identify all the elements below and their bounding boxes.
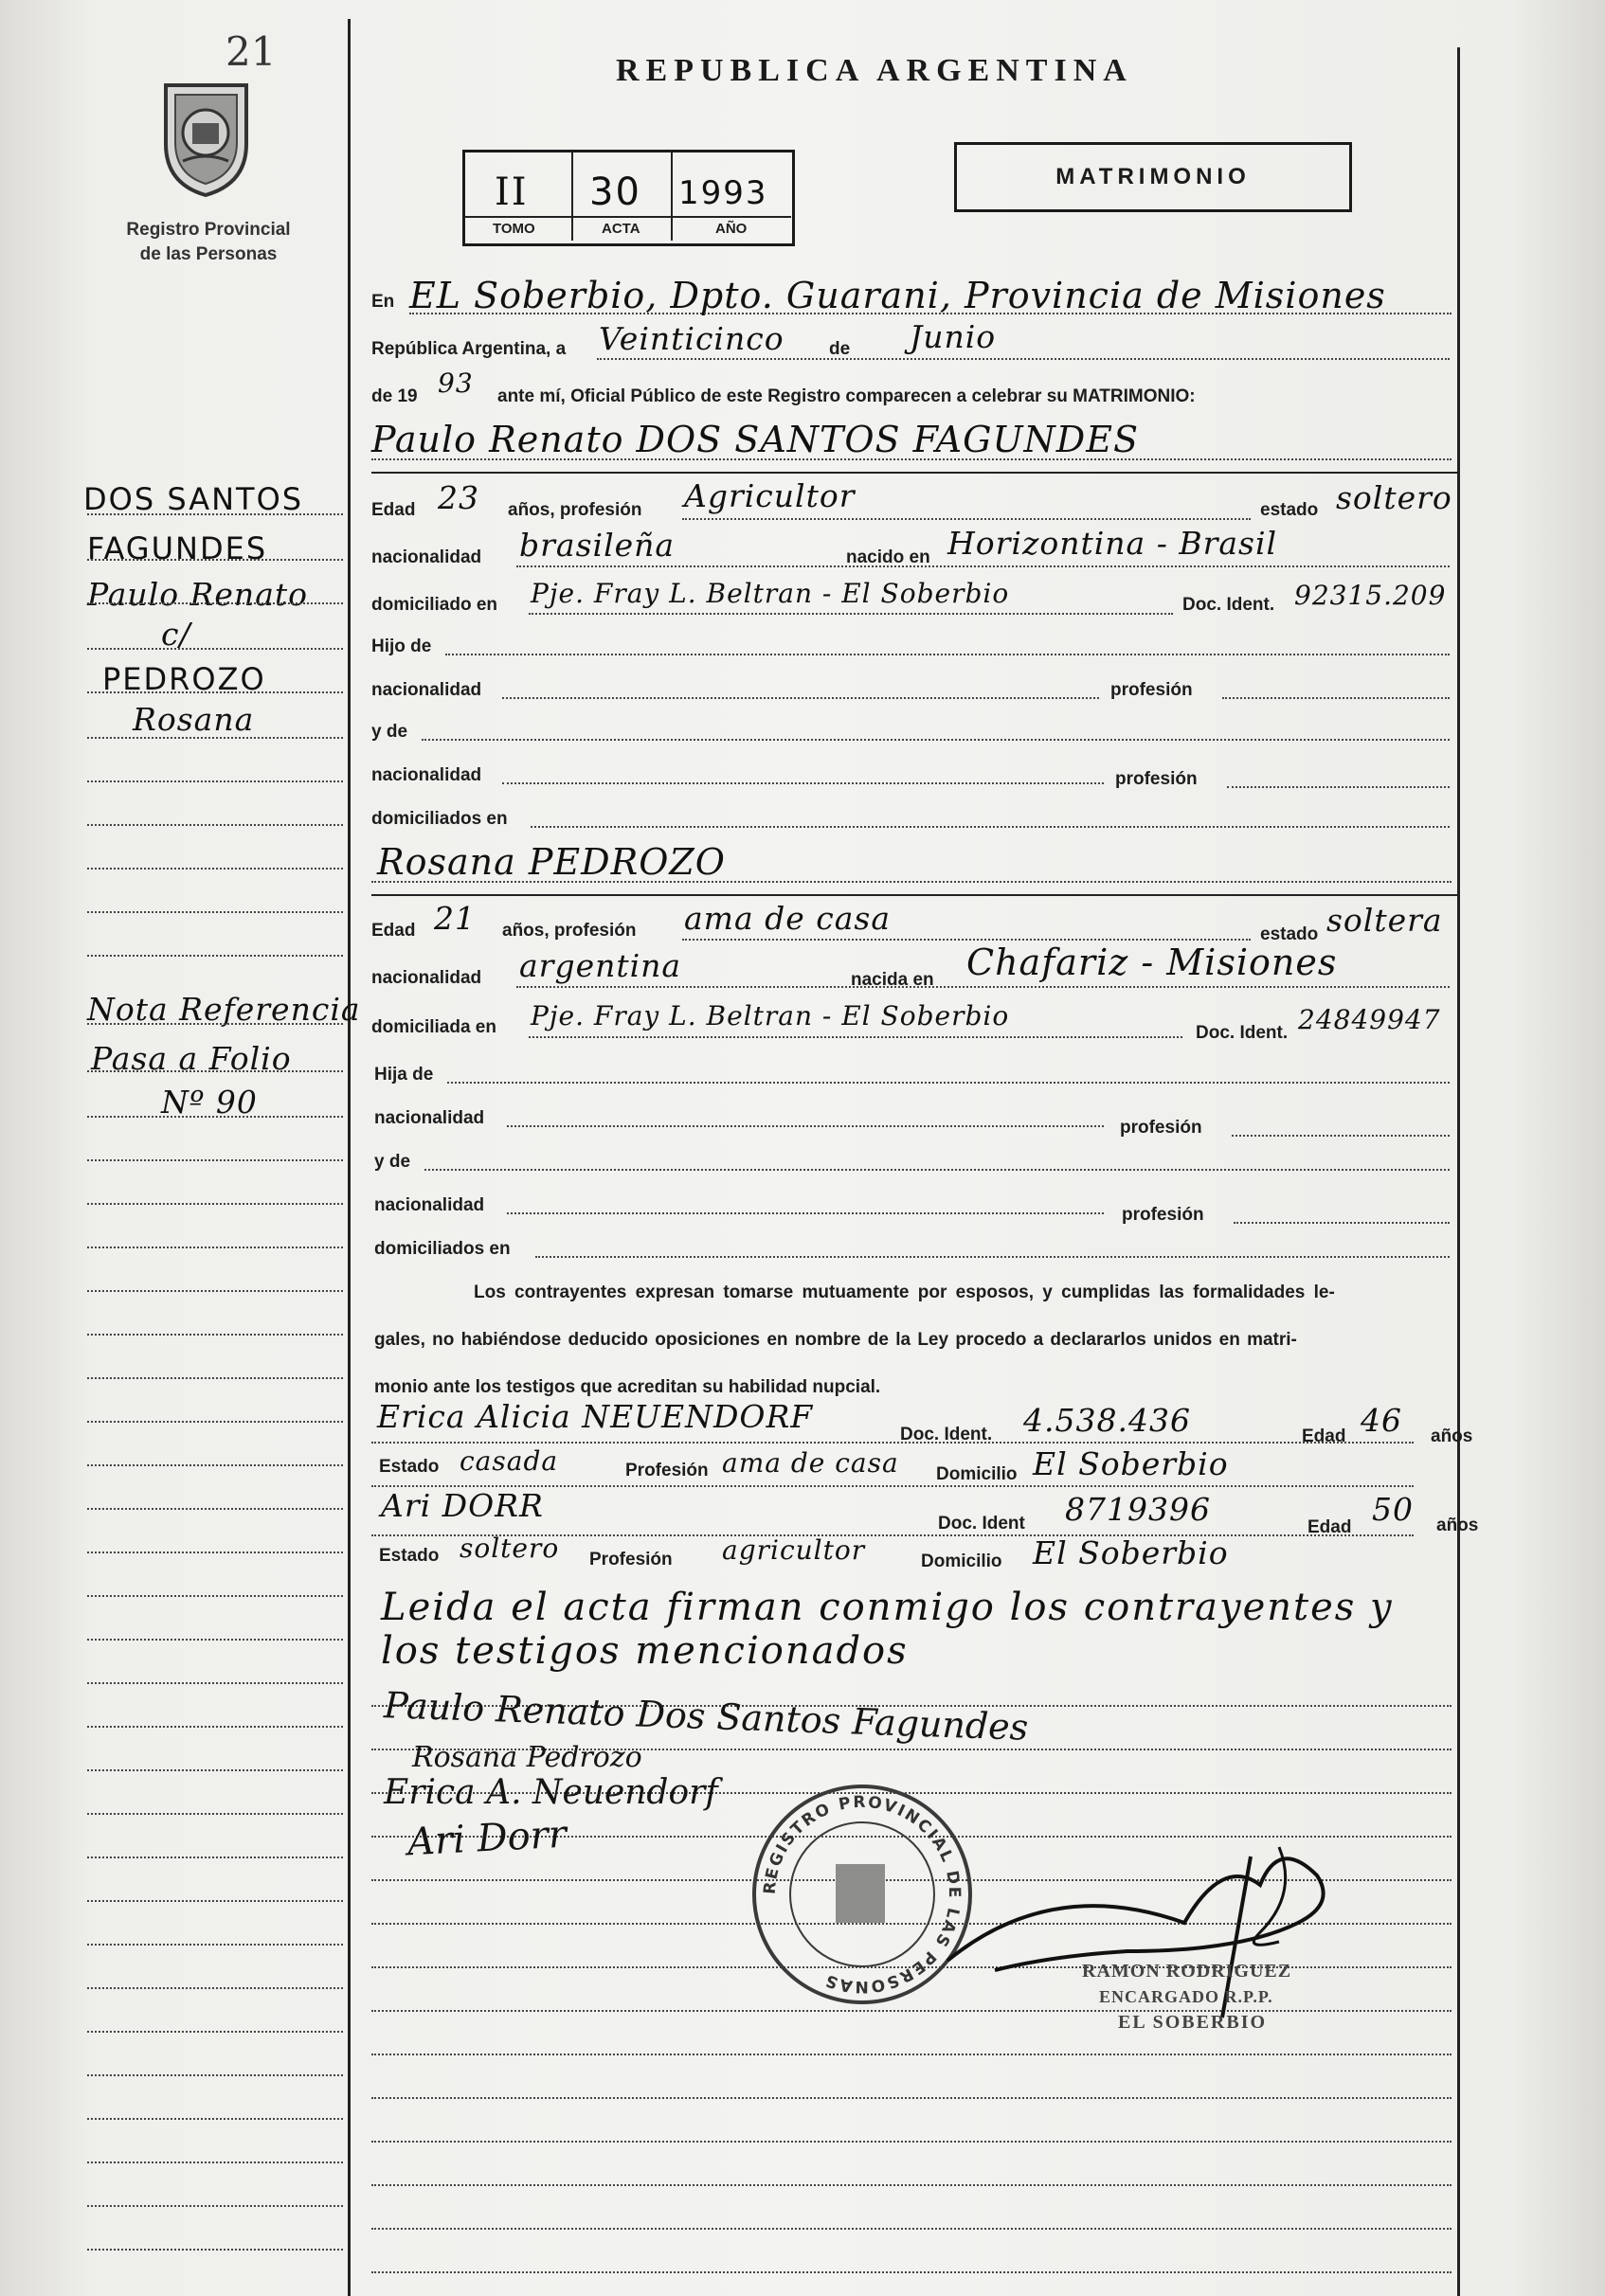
declaration-line3: monio ante los testigos que acreditan su habilidad nupcial. <box>374 1377 881 1397</box>
signature-groom: Paulo Renato Dos Santos Fagundes <box>383 1684 1029 1749</box>
witness2-doc: 8719396 <box>1065 1491 1211 1528</box>
de-label: de <box>829 339 851 359</box>
groom-estado: soltero <box>1336 479 1452 516</box>
groom-hijo-label: Hijo de <box>371 637 432 656</box>
margin-name-2: FAGUNDES <box>87 530 268 566</box>
margin-name-5: Rosana <box>133 701 255 738</box>
bride-domiciliados-label: domiciliados en <box>374 1239 511 1259</box>
witness2-estado: soltero <box>460 1533 560 1564</box>
declaration-line2: gales, no habiéndose deducido oposiciones en nombre de la Ley procedo a declararlos unidos en matri- <box>374 1330 1297 1350</box>
groom-parent2-prof-label: profesión <box>1115 769 1198 789</box>
official-place: EL SOBERBIO <box>1118 2012 1268 2033</box>
groom-doc: 92315.209 <box>1294 580 1447 611</box>
bride-domicile: Pje. Fray L. Beltran - El Soberbio <box>531 1000 1010 1031</box>
bride-y-de-label: y de <box>374 1152 411 1172</box>
witness1-estado: casada <box>460 1445 559 1477</box>
groom-parent-prof-label: profesión <box>1110 680 1193 700</box>
bride-nationality: argentina <box>519 947 682 984</box>
witness2-doc-label: Doc. Ident <box>938 1514 1025 1534</box>
intro-sentence: ante mí, Oficial Público de este Registro comparecen a celebrar su MATRIMONIO: <box>497 386 1196 406</box>
witness2-name: Ari DORR <box>381 1487 544 1524</box>
margin-note-2: Pasa a Folio <box>91 1040 292 1077</box>
groom-full-name: Paulo Renato DOS SANTOS FAGUNDES <box>371 419 1139 460</box>
registry-name-line2: de las Personas <box>139 244 278 264</box>
witness2-profesion-label: Profesión <box>589 1550 673 1570</box>
declaration-line1: Los contrayentes expresan tomarse mutuamente por esposos, y cumplidas las formalidades le- <box>474 1283 1335 1302</box>
bride-parent-nat-label: nacionalidad <box>374 1108 485 1128</box>
intro-place: EL Soberbio, Dpto. Guarani, Provincia de Misiones <box>409 275 1386 316</box>
groom-age: 23 <box>438 479 479 516</box>
bride-parent2-prof-label: profesión <box>1122 1205 1204 1225</box>
witness1-doc: 4.538.436 <box>1023 1402 1191 1439</box>
document-title: REPUBLICA ARGENTINA <box>616 53 1133 88</box>
groom-domicile: Pje. Fray L. Beltran - El Soberbio <box>531 578 1010 609</box>
tomo-label: TOMO <box>493 221 535 237</box>
acta-value: 30 <box>589 170 641 214</box>
witness1-edad-label: Edad <box>1302 1426 1346 1446</box>
witness2-estado-label: Estado <box>379 1546 440 1566</box>
closing-line2: los testigos mencionados <box>381 1629 909 1673</box>
groom-domiciliados-label: domiciliados en <box>371 809 508 829</box>
bride-hija-label: Hija de <box>374 1065 434 1085</box>
right-border <box>1457 47 1460 2296</box>
witness2-age: 50 <box>1372 1491 1414 1528</box>
witness2-profession: agricultor <box>722 1534 866 1566</box>
witness2-domicile: El Soberbio <box>1033 1534 1229 1571</box>
witness2-domicilio-label: Domicilio <box>921 1552 1002 1571</box>
en-label: En <box>371 292 395 312</box>
closing-line1: Leida el acta firman conmigo los contrayentes y <box>381 1586 1394 1629</box>
witness1-age: 46 <box>1361 1402 1402 1439</box>
groom-anos-label: años, profesión <box>508 500 642 520</box>
acta-label: ACTA <box>602 221 640 237</box>
margin-name-4: PEDROZO <box>102 661 266 697</box>
groom-domiciliado-label: domiciliado en <box>371 595 498 615</box>
witness1-profesion-label: Profesión <box>625 1461 709 1480</box>
margin-separator: c/ <box>161 616 191 653</box>
groom-nacionalidad-label: nacionalidad <box>371 547 482 567</box>
anio-label: AÑO <box>715 221 748 237</box>
groom-doc-label: Doc. Ident. <box>1182 595 1275 615</box>
year-prefix: de 19 <box>371 386 418 406</box>
witness1-estado-label: Estado <box>379 1457 440 1477</box>
bride-age: 21 <box>434 900 476 937</box>
margin-name-1: DOS SANTOS <box>83 481 304 517</box>
groom-edad-label: Edad <box>371 500 416 520</box>
intro-year: 93 <box>438 368 474 399</box>
bride-anos-label: años, profesión <box>502 921 637 941</box>
official-name: RAMON RODRIGUEZ <box>1082 1961 1292 1982</box>
witness1-name: Erica Alicia NEUENDORF <box>377 1398 814 1435</box>
witness2-anos-label: años <box>1436 1516 1479 1535</box>
witness1-profession: ama de casa <box>722 1447 899 1479</box>
groom-profession: Agricultor <box>684 477 856 514</box>
intro-month: Junio <box>910 318 997 355</box>
intro-day: Veinticinco <box>599 320 784 357</box>
bride-birthplace: Chafariz - Misiones <box>966 942 1338 983</box>
tomo-value: II <box>495 170 529 214</box>
margin-name-3: Paulo Renato <box>87 576 308 613</box>
bride-full-name: Rosana PEDROZO <box>377 841 726 883</box>
groom-birthplace: Horizontina - Brasil <box>947 525 1278 562</box>
page-number: 21 <box>225 28 277 75</box>
groom-y-de-label: y de <box>371 722 408 742</box>
registry-name-line1: Registro Provincial <box>126 220 291 240</box>
bride-nacionalidad-label: nacionalidad <box>371 968 482 988</box>
bride-profession: ama de casa <box>684 900 892 937</box>
act-type: MATRIMONIO <box>1055 164 1251 189</box>
witness1-anos-label: años <box>1431 1426 1473 1446</box>
registry-crest-icon <box>156 78 256 199</box>
republica-label: República Argentina, a <box>371 339 567 359</box>
groom-parent-nat-label: nacionalidad <box>371 680 482 700</box>
groom-parent2-nat-label: nacionalidad <box>371 765 482 785</box>
bride-edad-label: Edad <box>371 921 416 941</box>
bride-estado-label: estado <box>1260 924 1319 944</box>
bride-nacida-label: nacida en <box>851 970 934 990</box>
groom-nacido-label: nacido en <box>846 547 930 567</box>
witness1-domicilio-label: Domicilio <box>936 1464 1018 1484</box>
groom-nationality: brasileña <box>519 527 676 564</box>
signature-bride: Rosana Pedrozo <box>412 1741 642 1774</box>
bride-parent2-nat-label: nacionalidad <box>374 1195 485 1215</box>
bride-estado: soltera <box>1326 902 1443 939</box>
groom-estado-label: estado <box>1260 500 1319 520</box>
bride-doc: 24849947 <box>1298 1004 1441 1035</box>
witness1-doc-label: Doc. Ident. <box>900 1425 993 1444</box>
margin-divider <box>348 19 351 2296</box>
bride-parent-prof-label: profesión <box>1120 1118 1202 1138</box>
signature-witness1: Erica A. Neuendorf <box>384 1773 718 1812</box>
margin-note-1: Nota Referencia <box>87 991 361 1028</box>
anio-value: 1993 <box>678 174 768 212</box>
bride-domiciliada-label: domiciliada en <box>371 1017 496 1037</box>
bride-doc-label: Doc. Ident. <box>1196 1023 1289 1043</box>
signature-witness2: Ari Dorr <box>406 1812 568 1865</box>
witness1-domicile: El Soberbio <box>1033 1445 1229 1482</box>
official-title: ENCARGADO R.P.P. <box>1099 1987 1273 2006</box>
seal-text: REGISTRO PROVINCIAL DE LAS PERSONAS <box>760 1792 965 1997</box>
witness2-edad-label: Edad <box>1307 1517 1352 1537</box>
margin-note-3: Nº 90 <box>161 1084 258 1121</box>
